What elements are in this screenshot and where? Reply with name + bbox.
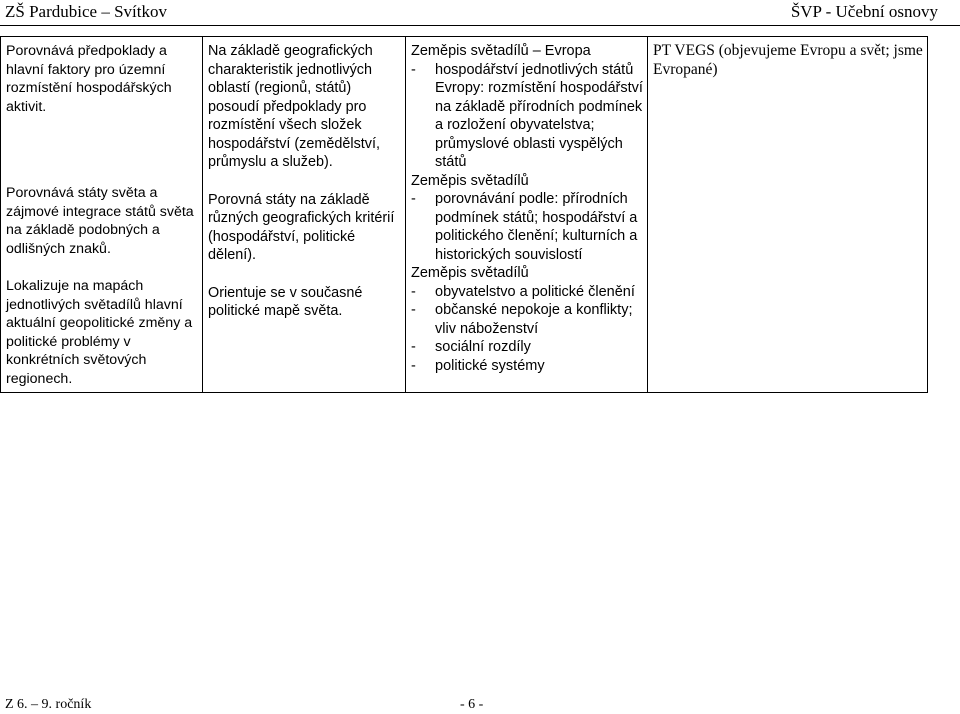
footer-grade-range: Z 6. – 9. ročník xyxy=(5,697,92,712)
topics-cell xyxy=(406,37,648,393)
outcome-text: Lokalizuje na mapách jednotlivých světadílů hlavní aktuální geopolitické změny a politické problémy v konkrétních světových regionech. xyxy=(6,278,193,387)
school-outcome-text: Na základě geografických charakteristik jednotlivých oblastí (regionů, států) posoudí předpoklady pro rozmístění všech složek hospodářství (zemědělství, průmyslu a služeb). xyxy=(208,43,380,170)
cross-curricular-cell xyxy=(648,37,928,393)
list-item-text: politické systémy xyxy=(435,357,545,374)
list-item-text: porovnávání podle: přírodních podmínek států; hospodářství a politického členění; kulturních a historických souvislostí xyxy=(435,191,638,263)
list-item-text: sociální rozdíly xyxy=(435,339,531,355)
page-footer xyxy=(5,697,484,713)
list-item xyxy=(411,190,643,264)
outcome-text: Porovnává státy světa a zájmové integrace států světa na základě podobných a odlišných znaků. xyxy=(6,185,194,257)
school-outcome-text: Orientuje se v současné politické mapě světa. xyxy=(208,284,363,319)
footer-page-number: - 6 - xyxy=(460,697,484,712)
header-school-name: ZŠ Pardubice – Svítkov xyxy=(5,2,167,21)
list-item xyxy=(411,61,643,172)
list-item-text: obyvatelstvo a politické členění xyxy=(435,283,635,300)
list-item-text: hospodářství jednotlivých států Evropy: rozmístění hospodářství na základě přírodních podmínek a rozložení obyvatelstva; průmyslové oblasti vyspělých států xyxy=(435,61,643,170)
list-dash: - xyxy=(411,302,416,318)
outcomes-cell xyxy=(1,37,203,393)
list-dash: - xyxy=(411,283,416,300)
header-document-title: ŠVP - Učební osnovy xyxy=(790,2,938,21)
school-outcome-text: Porovná státy na základě různých geografických kritérií (hospodářství, politické dělení). xyxy=(208,191,395,263)
topic-section-title: Zeměpis světadílů xyxy=(411,265,529,281)
cross-curricular-text: PT VEGS (objevujeme Evropu a svět; jsme Evropané) xyxy=(653,42,923,78)
topic-section-title: Zeměpis světadílů – Evropa xyxy=(411,43,591,59)
list-item xyxy=(411,338,643,357)
list-dash: - xyxy=(411,339,416,355)
school-outcomes-cell xyxy=(203,37,406,393)
list-item xyxy=(411,301,643,338)
topic-section-title: Zeměpis světadílů xyxy=(411,172,529,189)
list-item xyxy=(411,283,643,302)
outcome-text: Porovnává předpoklady a hlavní faktory pro územní rozmístění hospodářských aktivit. xyxy=(6,43,172,115)
list-dash: - xyxy=(411,191,416,207)
table-row xyxy=(1,37,928,393)
list-dash: - xyxy=(411,61,416,78)
list-item-text: občanské nepokoje a konflikty; vliv náboženství xyxy=(435,302,633,337)
curriculum-table xyxy=(0,36,928,393)
list-dash: - xyxy=(411,357,416,374)
list-item xyxy=(411,357,643,376)
page-header xyxy=(0,0,960,26)
